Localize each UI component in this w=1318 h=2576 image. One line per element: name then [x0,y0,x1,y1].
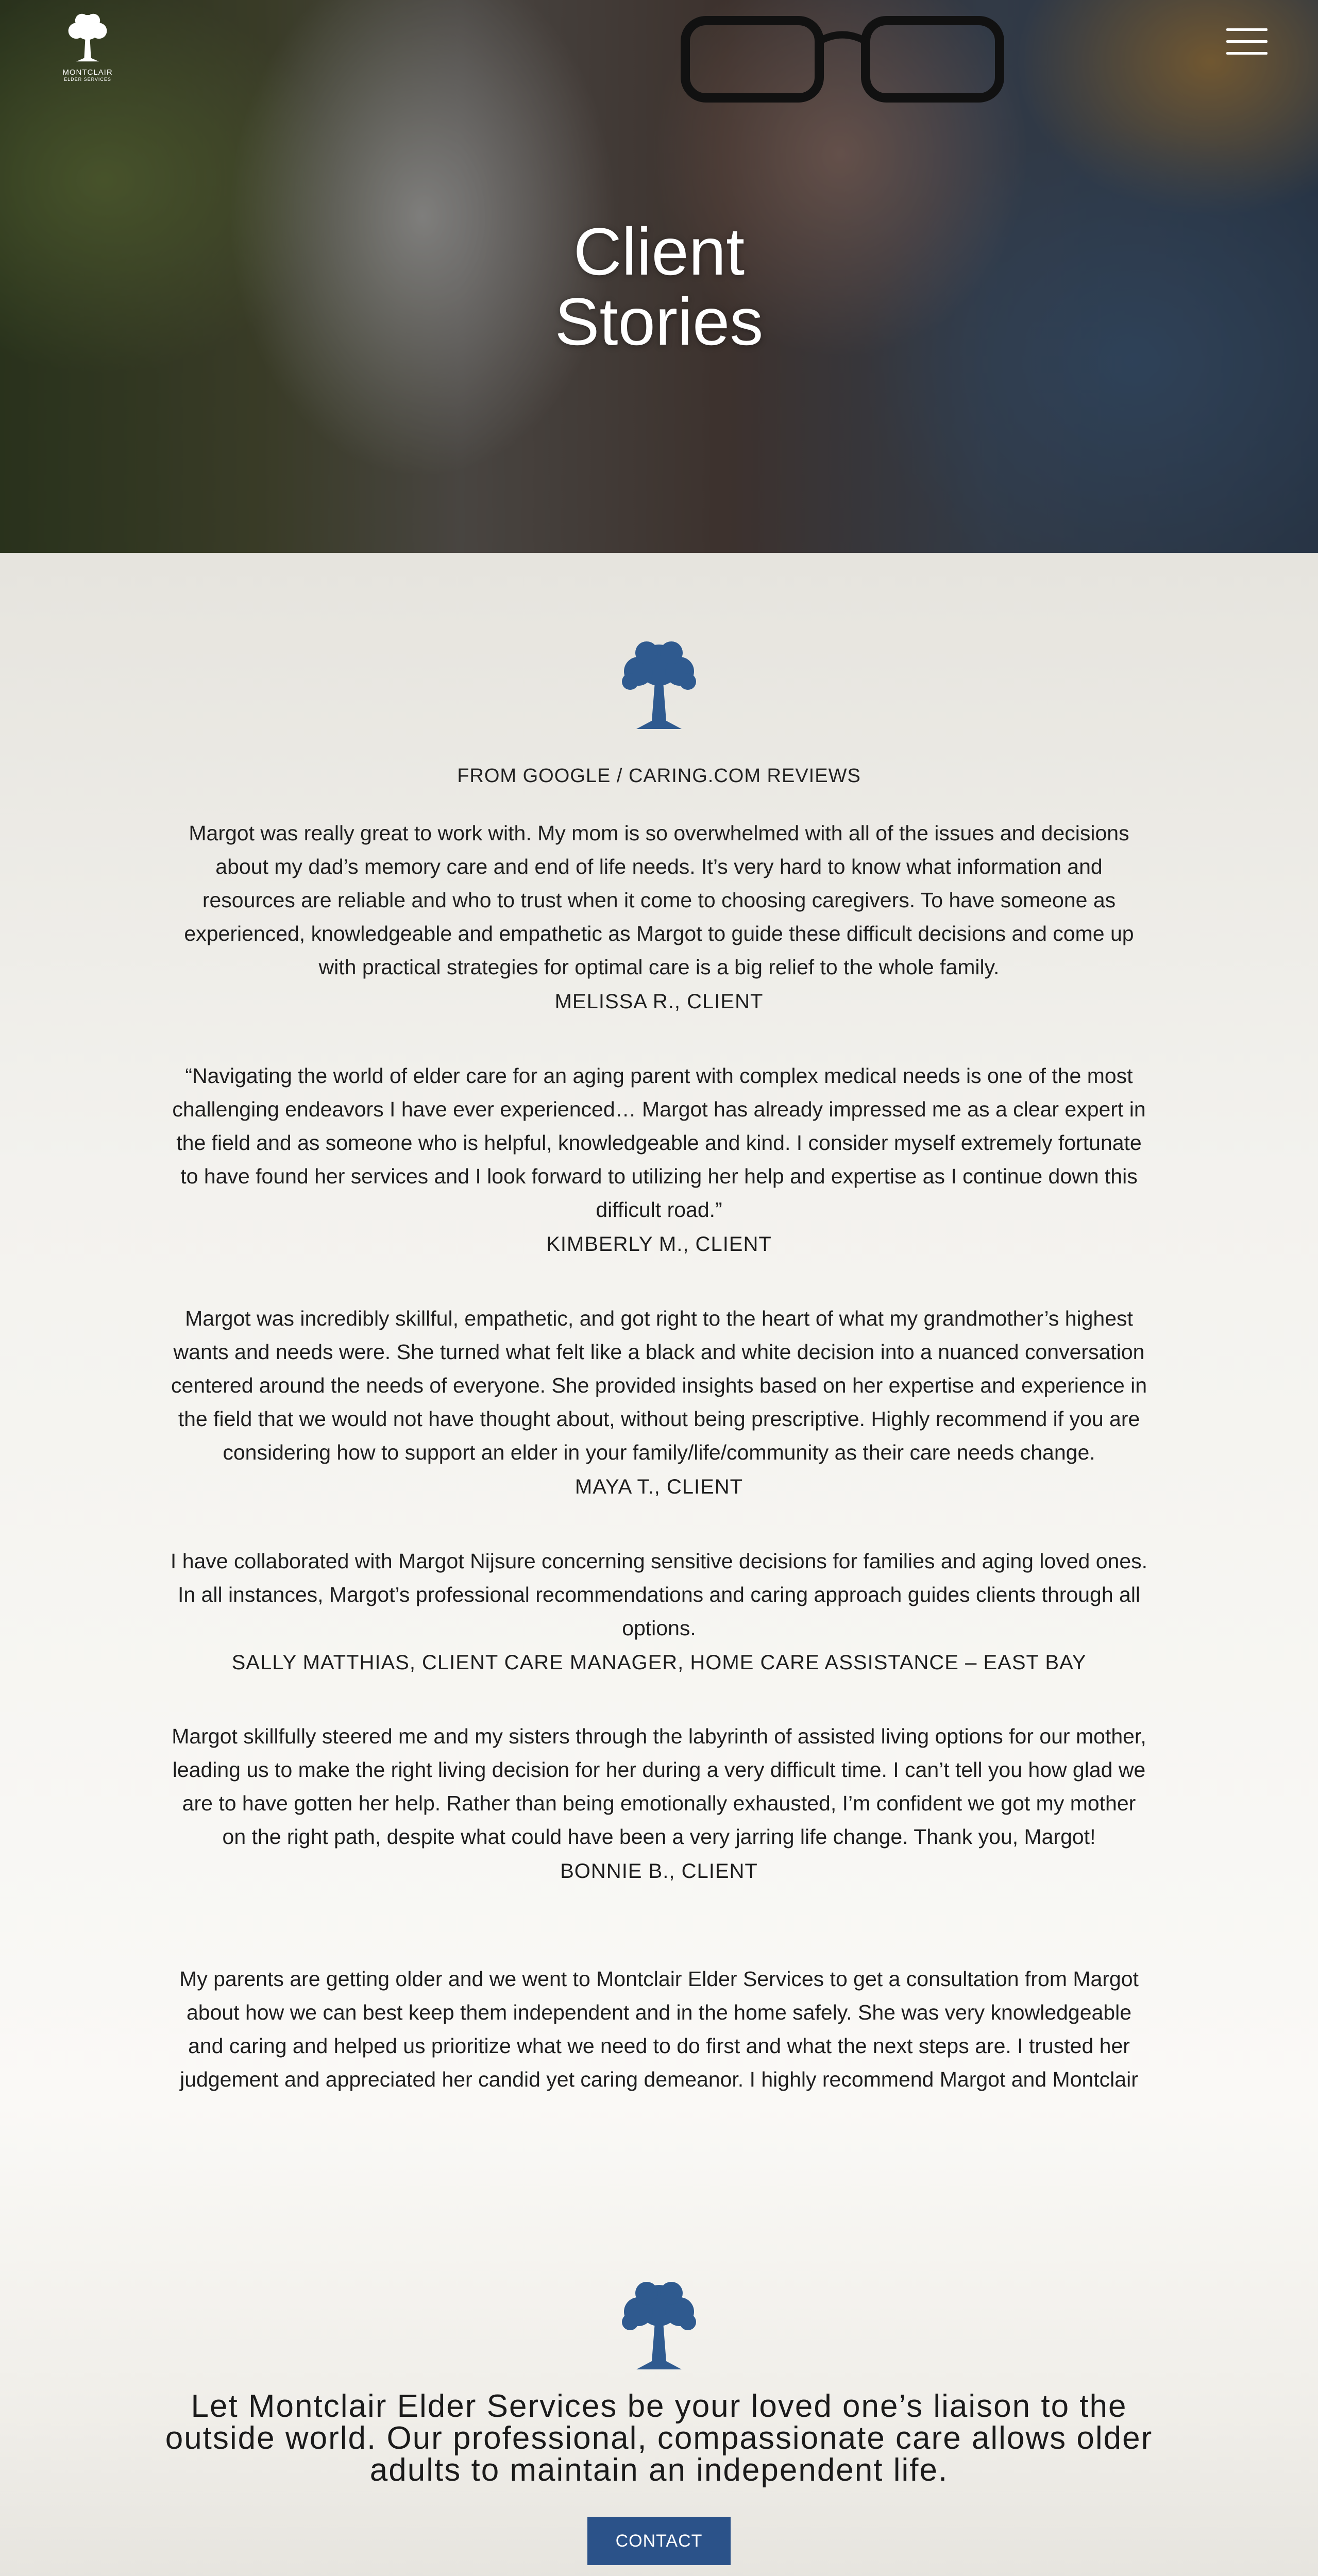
review-item [170,1545,1148,1677]
review-item [170,817,1148,1016]
cta-section [0,2105,1318,2576]
tree-logo-icon [59,9,116,66]
brand-logo[interactable] [52,9,124,87]
review-text: I have collaborated with Margot Nijsure concerning sensitive decisions for families and aging loved ones. In all instances, Margot’s professional recommendations and caring approach guides clients through all options. [170,1549,1148,1640]
review-author: BONNIE B., CLIENT [560,1860,758,1883]
hero-photo-glasses-shape [680,10,1010,103]
brand-tagline: ELDER SERVICES [64,77,111,82]
review-text: “Navigating the world of elder care for an aging parent with complex medical needs is one of the most challenging endeavors I have ever experienced… Margot has already impressed me as a clear expert in the field and as someone who is helpful, knowledgeable and kind. I consider myself extremely fortunate to have found her services and I look forward to utilizing her help and expertise as I continue down this difficult road.” [172,1064,1146,1222]
review-text: My parents are getting older and we went to Montclair Elder Services to get a consultation from Margot about how we can best keep them independent and in the home safely. She was very knowledgeable and caring and helped us prioritize what we need to do first and what the next steps are. I trusted her judgement and appreciated her candid yet caring demeanor. I highly recommend Margot and Montclair [179,1967,1139,2091]
review-text: Margot was really great to work with. My mom is so overwhelmed with all of the issues and decisions about my dad’s memory care and end of life needs. It’s very hard to know what information and resources are reliable and who to trust when it come to choosing caregivers. To have someone as experienced, knowledgeable and empathetic as Margot to guide these difficult decisions and come up with practical strategies for optimal care is a big relief to the whole family. [184,821,1134,979]
review-author: MELISSA R., CLIENT [554,990,764,1013]
review-item [170,1720,1148,1886]
reviews-section [0,553,1318,2105]
brand-name: MONTCLAIR [62,68,113,77]
page-title-line1: Client [573,214,745,289]
review-item [170,1302,1148,1501]
review-text: Margot was incredibly skillful, empathetic, and got right to the heart of what my grandmother’s highest wants and needs were. She turned what felt like a black and white decision into a nuanced conversation centered around the needs of everyone. She provided insights based on her expertise and experience in the field that we would not have thought about, without being prescriptive. Highly recommend if you are considering how to support an elder in your family/life/community as their care needs change. [171,1307,1147,1464]
tree-icon [607,634,711,737]
hero-banner [0,0,1318,553]
cta-message: Let Montclair Elder Services be your loved one’s liaison to the outside world. Our professional, compassionate care allows older adults to maintain an independent life. [165,2388,1153,2488]
reviews-heading: FROM GOOGLE / CARING.COM REVIEWS [457,765,861,787]
review-text: Margot skillfully steered me and my sisters through the labyrinth of assisted living options for our mother, leading us to make the right living decision for her during a very difficult time. I can’t tell you how glad we are to have gotten her help. Rather than being emotionally exhausted, I’m confident we got my mother on the right path, despite what could have been a very jarring life change. Thank you, Margot! [172,1724,1146,1849]
review-author: KIMBERLY M., CLIENT [546,1233,772,1256]
page-title-line2: Stories [554,284,764,359]
tree-icon [607,2275,711,2378]
page-title [0,216,1318,357]
contact-button[interactable]: CONTACT [587,2517,731,2565]
hamburger-menu-icon[interactable] [1226,28,1268,59]
review-author: MAYA T., CLIENT [574,1476,744,1498]
review-author: SALLY MATTHIAS, CLIENT CARE MANAGER, HOME CARE ASSISTANCE – EAST BAY [231,1651,1087,1674]
review-item [170,1059,1148,1259]
